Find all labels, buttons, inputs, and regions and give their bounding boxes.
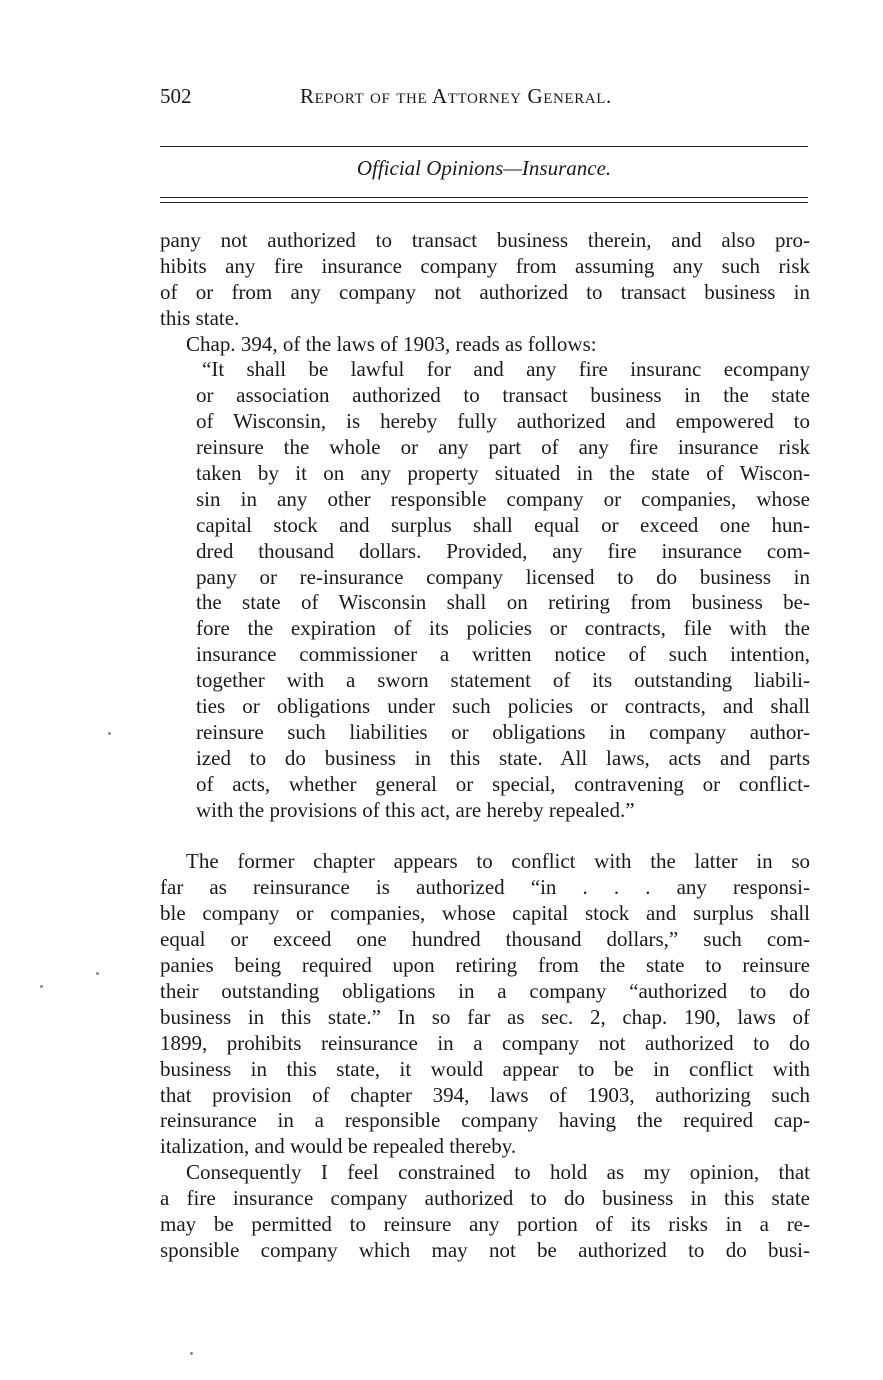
header-rule-bottom [160, 197, 808, 198]
paragraph-gap [160, 823, 810, 849]
paper-speck [108, 732, 111, 735]
quote-line: reinsure such liabilities or obligations in company author- [196, 719, 810, 744]
text-line: their outstanding obligations in a company “authorized to do [160, 978, 810, 1003]
paragraph-analysis [160, 849, 810, 1160]
text-line: panies being required upon retiring from the state to reinsure [160, 953, 810, 978]
quote-line: of acts, whether general or special, contravening or conflict- [196, 771, 810, 796]
text-line: business in this state.” In so far as sec. 2, chap. 190, laws of [160, 1004, 810, 1029]
body-text [160, 228, 810, 1264]
quote-line: with the provisions of this act, are hereby repealed.” [196, 797, 635, 822]
paper-speck [40, 985, 43, 988]
header-rule-top [160, 146, 808, 147]
page-number: 502 [160, 84, 192, 108]
text-line: sponsible company which may not be authorized to do busi- [160, 1237, 810, 1262]
paper-speck [190, 1352, 193, 1355]
quote-line: the state of Wisconsin shall on retiring from business be- [196, 590, 810, 615]
quote-line: of Wisconsin, is hereby fully authorized and empowered to [196, 409, 810, 434]
text-line: far as reinsurance is authorized “in . . . any responsi- [160, 875, 810, 900]
header-rule-bottom-double [160, 202, 808, 203]
text-line: ble company or companies, whose capital stock and surplus shall [160, 901, 810, 926]
running-title: Report of the Attorney General. [300, 84, 612, 108]
text-line: this state. [160, 305, 240, 330]
paragraph-intro-quote [160, 332, 810, 358]
text-line: italization, and would be repealed thereby. [160, 1134, 517, 1159]
quote-line: reinsure the whole or any part of any fire insurance risk [196, 435, 810, 460]
text-line: a fire insurance company authorized to do business in this state [160, 1186, 810, 1211]
text-line: Chap. 394, of the laws of 1903, reads as follows: [186, 331, 597, 356]
text-line: reinsurance in a responsible company having the required cap- [160, 1108, 810, 1133]
text-line: of or from any company not authorized to transact business in [160, 279, 810, 304]
text-line: may be permitted to reinsure any portion of its risks in a re- [160, 1211, 810, 1236]
quote-line: together with a sworn statement of its outstanding liabili- [196, 668, 810, 693]
quote-line: sin in any other responsible company or companies, whose [196, 486, 810, 511]
quote-line: fore the expiration of its policies or contracts, file with the [196, 616, 810, 641]
paragraph-conclusion [160, 1160, 810, 1264]
text-line: that provision of chapter 394, laws of 1903, authorizing such [160, 1082, 810, 1107]
paragraph-continuation [160, 228, 810, 332]
block-quote [160, 357, 810, 823]
section-title: Official Opinions—Insurance. [356, 156, 612, 180]
running-head [160, 84, 810, 114]
quote-line: or association authorized to transact business in the state [196, 383, 810, 408]
text-line: equal or exceed one hundred thousand dollars,” such com- [160, 927, 810, 952]
text-line: The former chapter appears to conflict with the latter in so [186, 849, 810, 874]
text-line: hibits any fire insurance company from assuming any such risk [160, 253, 810, 278]
text-line: 1899, prohibits reinsurance in a company not authorized to do [160, 1030, 810, 1055]
quote-line: dred thousand dollars. Provided, any fire insurance com- [196, 538, 810, 563]
quote-line: insurance commissioner a written notice of such intention, [196, 642, 810, 667]
text-line: business in this state, it would appear to be in conflict with [160, 1056, 810, 1081]
text-line: Consequently I feel constrained to hold as my opinion, that [186, 1160, 810, 1185]
quote-line: capital stock and surplus shall equal or exceed one hun- [196, 512, 810, 537]
quote-line: ties or obligations under such policies or contracts, and shall [196, 694, 810, 719]
paper-speck [96, 972, 99, 975]
quote-line: pany or re-insurance company licensed to do business in [196, 564, 810, 589]
text-line: pany not authorized to transact business therein, and also pro- [160, 228, 810, 252]
quote-line: taken by it on any property situated in the state of Wiscon- [196, 461, 810, 486]
quote-line: “It shall be lawful for and any fire insuranc ecompany [202, 357, 810, 382]
quote-line: ized to do business in this state. All laws, acts and parts [196, 745, 810, 770]
